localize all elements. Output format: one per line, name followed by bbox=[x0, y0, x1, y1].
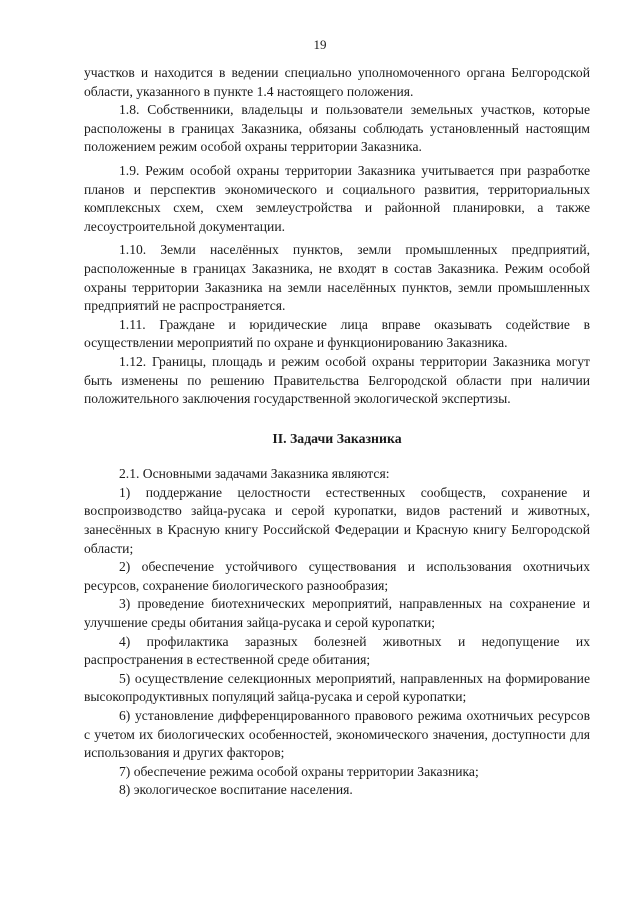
paragraph-1-9: 1.9. Режим особой охраны территории Заказника учитывается при разработке планов и перспектив экономического и социального развития, территориальных комплексных схем, схем землеустройства и районной планировки, а также лесоустроительной документации. bbox=[84, 162, 590, 234]
section-heading: II. Задачи Заказника bbox=[272, 430, 402, 446]
paragraph-1-12: 1.12. Границы, площадь и режим особой охраны территории Заказника могут быть изменены по решению Правительства Белгородской области при наличии положительного заключения государственной экологической экспертизы. bbox=[84, 353, 590, 407]
list-item-1: 1) поддержание целостности естественных сообществ, сохранение и воспроизводство зайца-русака и серой куропатки, видов растений и животных, занесённых в Красную книгу Российской Федерации и Красную книгу Белгородской области; bbox=[84, 484, 590, 556]
list-item-2: 2) обеспечение устойчивого существования и использования охотничьих ресурсов, сохранение биологического разнообразия; bbox=[84, 559, 590, 593]
list-item-8: 8) экологическое воспитание населения. bbox=[119, 782, 353, 798]
document-body bbox=[84, 64, 590, 800]
page-number: 19 bbox=[313, 37, 327, 52]
paragraph-2-1: 2.1. Основными задачами Заказника являются: bbox=[119, 466, 390, 482]
paragraph-1-11: 1.11. Граждане и юридические лица вправе оказывать содействие в осуществлении мероприятий по охране и функционированию Заказника. bbox=[84, 316, 590, 351]
paragraph-1-10: 1.10. Земли населённых пунктов, земли промышленных предприятий, расположенные в границах Заказника, не входят в состав Заказника. Режим особой охраны территории Заказника на земли населённых пунктов, земли промышленных предприятий не распространяется. bbox=[84, 242, 590, 314]
list-item-3: 3) проведение биотехнических мероприятий, направленных на сохранение и улучшение среды обитания зайца-русака и серой куропатки; bbox=[84, 596, 590, 631]
list-item-4: 4) профилактика заразных болезней животных и недопущение их распространения в естественной среде обитания; bbox=[84, 633, 590, 668]
list-item-7: 7) обеспечение режима особой охраны территории Заказника; bbox=[119, 763, 479, 779]
list-item-5: 5) осуществление селекционных мероприятий, направленных на формирование высокопродуктивных популяций зайца-русака и серой куропатки; bbox=[84, 670, 590, 705]
paragraph-continuation: участков и находится в ведении специально уполномоченного органа Белгородской области, указанного в пункте 1.4 настоящего положения. bbox=[84, 65, 590, 99]
paragraph-1-8: 1.8. Собственники, владельцы и пользователи земельных участков, которые расположены в границах Заказника, обязаны соблюдать установленный настоящим положением режим особой охраны территории Заказника. bbox=[84, 102, 590, 155]
list-item-6: 6) установление дифференцированного правового режима охотничьих ресурсов с учетом их биологических особенностей, экономического значения, доступности для использования и других факторов; bbox=[84, 708, 590, 761]
